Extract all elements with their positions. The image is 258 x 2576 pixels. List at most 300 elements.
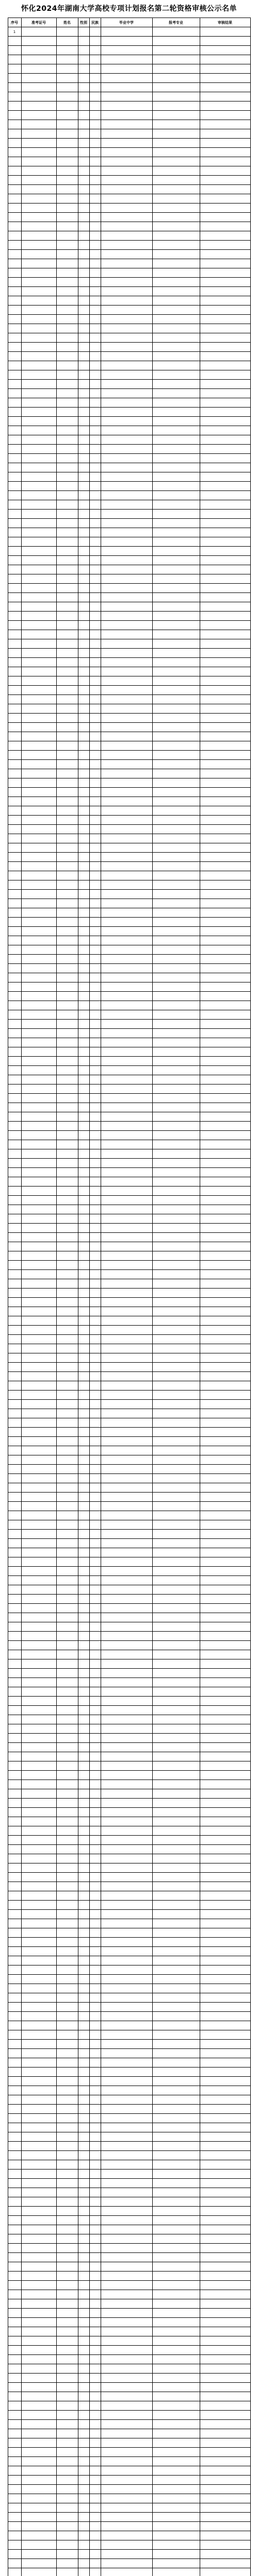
table-cell [200, 2040, 250, 2049]
table-cell [152, 1845, 200, 1854]
table-cell [21, 1595, 56, 1604]
table-cell [152, 667, 200, 676]
table-cell [21, 1446, 56, 1455]
table-row [8, 1187, 250, 1196]
table-cell [56, 1882, 78, 1891]
table-cell [21, 1743, 56, 1752]
table-cell [21, 2290, 56, 2299]
table-cell [21, 788, 56, 797]
table-cell [152, 732, 200, 741]
table-cell [21, 1038, 56, 1047]
table-cell [101, 129, 152, 139]
table-cell [8, 788, 21, 797]
table-cell [56, 2476, 78, 2485]
table-cell [56, 2448, 78, 2457]
table-cell [101, 1391, 152, 1400]
table-cell [101, 816, 152, 825]
table-row [8, 1418, 250, 1428]
table-row [8, 584, 250, 593]
table-cell [89, 268, 101, 278]
table-cell [8, 315, 21, 324]
table-row [8, 1455, 250, 1465]
table-cell [21, 1845, 56, 1854]
table-cell [152, 55, 200, 64]
table-cell [56, 1057, 78, 1066]
table-cell [21, 185, 56, 194]
table-cell [56, 1409, 78, 1418]
table-cell [200, 695, 250, 704]
table-row [8, 1678, 250, 1687]
table-cell [152, 1391, 200, 1400]
table-cell [21, 2170, 56, 2179]
table-cell [21, 908, 56, 918]
table-cell [101, 1047, 152, 1057]
table-cell [101, 287, 152, 296]
table-cell [200, 899, 250, 908]
table-row [8, 2355, 250, 2364]
table-cell [56, 1103, 78, 1112]
table-cell [152, 1919, 200, 1928]
table-cell [21, 658, 56, 667]
table-cell [89, 55, 101, 64]
table-cell [152, 1233, 200, 1242]
table-cell [101, 1539, 152, 1548]
table-cell [78, 2077, 89, 2086]
table-cell [89, 250, 101, 259]
table-cell [152, 1474, 200, 1483]
table-cell [8, 1604, 21, 1613]
table-cell [152, 1511, 200, 1520]
table-cell [200, 537, 250, 547]
table-cell [89, 1493, 101, 1502]
table-cell [152, 1029, 200, 1038]
table-cell [89, 472, 101, 482]
table-cell [89, 2132, 101, 2142]
table-cell [8, 296, 21, 306]
table-cell [152, 157, 200, 166]
table-cell [101, 584, 152, 593]
table-cell [89, 1344, 101, 1353]
table-cell [56, 1196, 78, 1205]
table-row [8, 1168, 250, 1177]
table-cell [152, 584, 200, 593]
table-cell [152, 955, 200, 964]
table-cell [56, 899, 78, 908]
table-row [8, 222, 250, 231]
table-cell [89, 1455, 101, 1465]
table-cell [8, 927, 21, 936]
table-cell [8, 1261, 21, 1270]
table-cell [101, 1984, 152, 1993]
table-cell [21, 472, 56, 482]
table-row [8, 2383, 250, 2392]
table-cell [78, 361, 89, 370]
table-cell [78, 250, 89, 259]
table-cell [200, 1901, 250, 1910]
table-cell [56, 2160, 78, 2170]
table-row [8, 1669, 250, 1678]
table-cell [89, 797, 101, 806]
table-cell [89, 778, 101, 788]
table-cell [8, 129, 21, 139]
table-cell [101, 1659, 152, 1669]
table-cell [89, 2336, 101, 2346]
table-cell [8, 704, 21, 714]
table-cell [101, 1567, 152, 1576]
table-cell [78, 139, 89, 148]
table-cell [101, 1289, 152, 1298]
table-cell [101, 2550, 152, 2559]
column-header: 毕业中学 [101, 18, 152, 27]
table-row [8, 723, 250, 732]
table-cell [89, 825, 101, 834]
table-cell [8, 343, 21, 352]
table-cell [152, 1817, 200, 1826]
table-cell [200, 649, 250, 658]
table-cell [200, 1381, 250, 1391]
table-cell [101, 2030, 152, 2040]
table-cell [89, 2513, 101, 2522]
table-cell [21, 2262, 56, 2272]
table-row [8, 268, 250, 278]
table-cell [78, 1539, 89, 1548]
table-header-row [8, 18, 250, 27]
table-cell [21, 1863, 56, 1873]
table-cell [89, 1251, 101, 1261]
table-cell [21, 1808, 56, 1817]
table-cell [152, 1316, 200, 1326]
table-row [8, 417, 250, 426]
table-cell [21, 1307, 56, 1316]
table-cell [78, 1520, 89, 1530]
table-cell [8, 1224, 21, 1233]
table-cell [152, 2170, 200, 2179]
table-cell [8, 1326, 21, 1335]
table-cell [101, 2095, 152, 2105]
table-cell [78, 639, 89, 649]
table-row [8, 593, 250, 602]
table-cell [21, 2132, 56, 2142]
table-cell [56, 1159, 78, 1168]
table-cell [89, 2448, 101, 2457]
table-cell [78, 1734, 89, 1743]
table-cell [56, 1084, 78, 1094]
table-cell [8, 1882, 21, 1891]
table-cell [8, 955, 21, 964]
table-cell [21, 27, 56, 37]
table-cell [8, 2003, 21, 2012]
table-cell [8, 1455, 21, 1465]
table-cell [152, 2132, 200, 2142]
table-cell [152, 2411, 200, 2420]
column-header: 姓名 [56, 18, 78, 27]
table-row [8, 1409, 250, 1418]
table-cell [56, 760, 78, 769]
table-cell [78, 676, 89, 686]
table-row [8, 565, 250, 574]
table-cell [200, 1344, 250, 1353]
table-cell [78, 936, 89, 945]
table-cell [101, 1251, 152, 1261]
table-cell [56, 241, 78, 250]
table-cell [56, 185, 78, 194]
table-cell [89, 1187, 101, 1196]
table-cell [89, 398, 101, 408]
table-cell [101, 1335, 152, 1344]
table-cell [78, 2550, 89, 2559]
table-cell [8, 2420, 21, 2429]
table-cell [78, 2318, 89, 2327]
table-cell [152, 398, 200, 408]
table-cell [21, 1196, 56, 1205]
table-cell [78, 1363, 89, 1372]
table-row [8, 1001, 250, 1010]
table-cell [78, 1771, 89, 1780]
table-cell [152, 1910, 200, 1919]
table-cell [152, 287, 200, 296]
table-cell [200, 2327, 250, 2336]
table-cell [200, 1993, 250, 2003]
table-cell [8, 1159, 21, 1168]
table-cell [8, 1242, 21, 1251]
table-cell [200, 1975, 250, 1984]
table-row [8, 825, 250, 834]
table-cell [89, 389, 101, 398]
table-cell [89, 1372, 101, 1381]
table-cell [78, 1845, 89, 1854]
table-cell [101, 908, 152, 918]
table-cell [56, 352, 78, 361]
table-cell [56, 1316, 78, 1326]
table-row [8, 1381, 250, 1391]
table-cell [101, 472, 152, 482]
table-cell [152, 1548, 200, 1557]
table-cell [78, 1678, 89, 1687]
table-cell [89, 1214, 101, 1224]
table-row [8, 2262, 250, 2272]
table-cell [152, 204, 200, 213]
table-cell [78, 1168, 89, 1177]
table-cell [8, 1084, 21, 1094]
table-row [8, 2244, 250, 2253]
table-cell [8, 1530, 21, 1539]
table-cell [78, 1511, 89, 1520]
table-cell [200, 1947, 250, 1956]
table-cell [89, 1910, 101, 1919]
table-row [8, 704, 250, 714]
table-cell [200, 686, 250, 695]
table-cell [56, 1047, 78, 1057]
table-cell [56, 2170, 78, 2179]
table-row [8, 1428, 250, 1437]
table-cell [200, 1817, 250, 1826]
table-cell [200, 2272, 250, 2281]
table-row [8, 510, 250, 519]
table-cell [89, 2067, 101, 2077]
table-cell [21, 2272, 56, 2281]
table-cell [8, 2364, 21, 2374]
table-cell [21, 1437, 56, 1446]
table-cell [21, 1836, 56, 1845]
table-cell [21, 1251, 56, 1261]
table-cell [101, 1826, 152, 1836]
table-cell [89, 2568, 101, 2576]
table-cell [8, 2021, 21, 2030]
table-cell [101, 1168, 152, 1177]
table-cell [101, 1780, 152, 1789]
table-cell [152, 463, 200, 472]
table-cell [8, 1901, 21, 1910]
table-cell [101, 1669, 152, 1678]
table-cell [21, 1993, 56, 2003]
table-cell [8, 880, 21, 890]
table-cell [78, 2244, 89, 2253]
table-cell [101, 1326, 152, 1335]
table-cell [8, 537, 21, 547]
table-cell [152, 27, 200, 37]
table-cell [200, 1632, 250, 1641]
table-cell [56, 1595, 78, 1604]
table-cell [8, 723, 21, 732]
table-cell [200, 973, 250, 982]
table-cell [78, 296, 89, 306]
table-cell [101, 361, 152, 370]
table-cell [8, 2383, 21, 2392]
table-cell [56, 565, 78, 574]
table-cell [152, 408, 200, 417]
table-cell [101, 1242, 152, 1251]
table-row [8, 630, 250, 639]
table-cell [101, 639, 152, 649]
table-cell [21, 46, 56, 55]
table-cell [78, 1808, 89, 1817]
table-cell [8, 1836, 21, 1845]
table-cell [200, 1845, 250, 1854]
table-cell [78, 463, 89, 472]
table-cell [56, 389, 78, 398]
table-cell [200, 231, 250, 241]
table-cell [152, 101, 200, 111]
table-cell [101, 2374, 152, 2383]
table-cell [78, 2151, 89, 2160]
table-cell [56, 1335, 78, 1344]
table-cell [101, 1149, 152, 1159]
table-cell [200, 593, 250, 602]
table-cell [8, 333, 21, 343]
table-cell [101, 435, 152, 445]
table-cell [89, 1391, 101, 1400]
table-cell [200, 1307, 250, 1316]
table-cell [152, 306, 200, 315]
table-cell [152, 2095, 200, 2105]
table-cell [200, 1066, 250, 1075]
table-cell [89, 2225, 101, 2234]
table-cell [21, 2318, 56, 2327]
table-cell [152, 612, 200, 621]
table-cell [89, 2170, 101, 2179]
table-cell [89, 1687, 101, 1697]
table-cell [89, 1530, 101, 1539]
table-cell [101, 259, 152, 268]
table-cell [21, 55, 56, 64]
table-cell [152, 2188, 200, 2197]
table-cell [152, 2262, 200, 2272]
table-cell [78, 537, 89, 547]
table-cell [200, 1984, 250, 1993]
table-cell [56, 510, 78, 519]
table-cell [8, 1780, 21, 1789]
table-cell [56, 1455, 78, 1465]
table-cell [78, 1029, 89, 1038]
table-cell [78, 2466, 89, 2476]
table-cell [8, 2160, 21, 2170]
table-cell [101, 2540, 152, 2550]
table-cell [89, 2522, 101, 2531]
table-row [8, 927, 250, 936]
table-row [8, 333, 250, 343]
table-cell [21, 2550, 56, 2559]
table-cell [200, 2522, 250, 2531]
table-cell [200, 1641, 250, 1650]
table-cell [56, 2151, 78, 2160]
table-cell [78, 973, 89, 982]
table-cell [56, 194, 78, 204]
table-row [8, 797, 250, 806]
table-cell [21, 732, 56, 741]
table-cell [152, 185, 200, 194]
table-cell [152, 1706, 200, 1715]
table-cell [89, 1029, 101, 1038]
table-cell [200, 2559, 250, 2568]
table-cell [152, 1557, 200, 1567]
table-cell [101, 1808, 152, 1817]
table-cell [8, 2513, 21, 2522]
table-cell [152, 621, 200, 630]
table-cell [56, 862, 78, 871]
table-cell [152, 890, 200, 899]
table-row [8, 1224, 250, 1233]
table-cell [21, 2346, 56, 2355]
table-cell [21, 2225, 56, 2234]
table-cell [56, 1168, 78, 1177]
table-cell [78, 1632, 89, 1641]
table-row [8, 176, 250, 185]
table-row [8, 1112, 250, 1122]
table-cell [200, 1697, 250, 1706]
table-row [8, 1882, 250, 1891]
table-cell [8, 630, 21, 639]
table-cell [21, 1938, 56, 1947]
table-cell [101, 2327, 152, 2336]
table-cell [21, 834, 56, 843]
table-cell [21, 1928, 56, 1938]
table-cell [8, 825, 21, 834]
table-cell [78, 157, 89, 166]
table-row [8, 1956, 250, 1965]
table-row [8, 2253, 250, 2262]
table-cell [56, 1520, 78, 1530]
table-cell [21, 1854, 56, 1863]
table-cell [21, 74, 56, 83]
table-cell [78, 1261, 89, 1270]
table-cell [56, 788, 78, 797]
table-row [8, 574, 250, 584]
table-cell [8, 1567, 21, 1576]
table-cell [21, 602, 56, 612]
table-cell [21, 1502, 56, 1511]
table-cell [8, 435, 21, 445]
table-cell [56, 83, 78, 92]
